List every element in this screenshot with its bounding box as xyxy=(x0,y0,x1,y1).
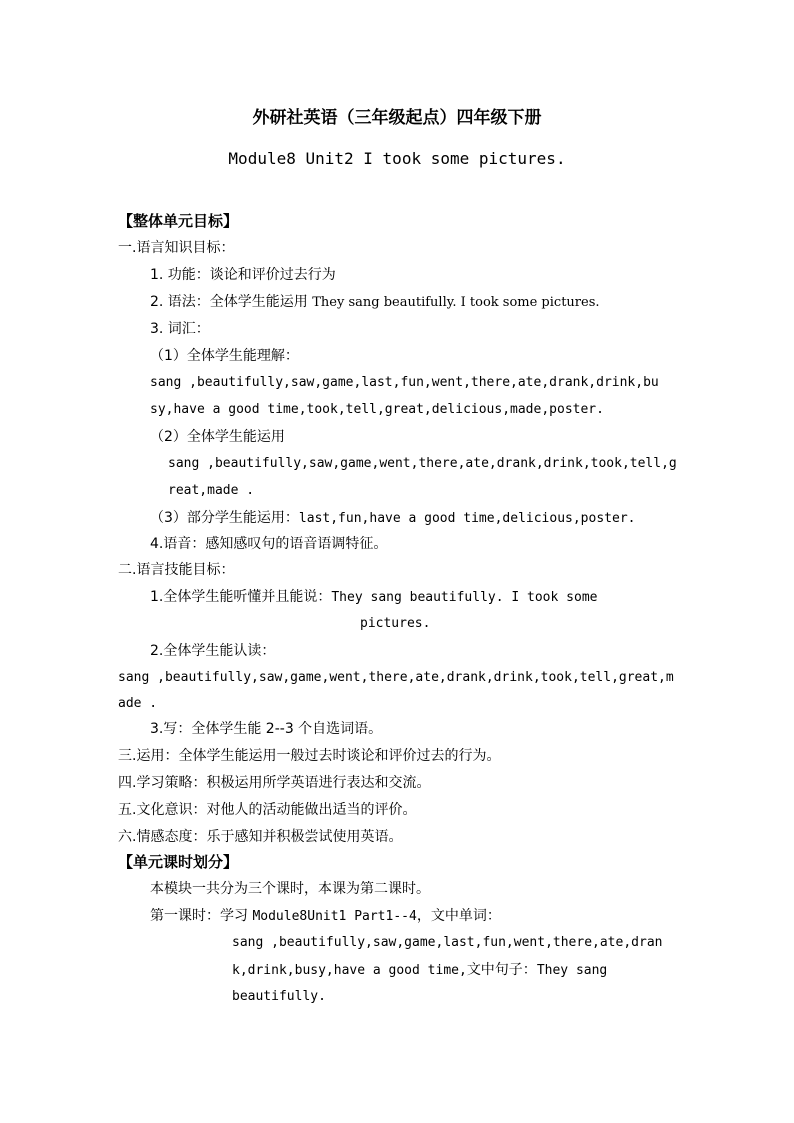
part1-item2-prefix: 2. 语法：全体学生能运用 xyxy=(150,294,308,310)
part1-sub3-prefix: （3）部分学生能运用： xyxy=(150,510,299,526)
part2-item2-words-line1: sang ,beautifully,saw,game,went,there,ate,drank,drink,took,tell,great,m xyxy=(118,670,674,685)
lesson1-words-line2-b: 文中句子： xyxy=(466,962,537,978)
part2-item1-english-line1: They sang beautifully. I took some xyxy=(331,590,598,605)
document-title: 外研社英语（三年级起点）四年级下册 xyxy=(252,108,542,128)
part5: 五.文化意识：对他人的活动能做出适当的评价。 xyxy=(118,802,417,818)
lesson1-words-line2-a: k,drink,busy,have a good time, xyxy=(232,963,467,978)
lesson1-suffix: ，文中单词： xyxy=(416,908,501,924)
lesson1-prefix: 第一课时：学习 xyxy=(150,908,248,924)
lesson1-line xyxy=(150,907,501,926)
part1-sub1: （1）全体学生能理解： xyxy=(150,348,299,364)
part1-sub2: （2）全体学生能运用 xyxy=(150,429,285,445)
part1-sub2-words-line2: reat,made . xyxy=(168,483,255,498)
part4: 四.学习策略：积极运用所学英语进行表达和交流。 xyxy=(118,775,431,791)
part1-sub1-words-line2: sy,have a good time,took,tell,great,delicious,made,poster. xyxy=(150,402,604,417)
lesson1-words-line2-c: They sang xyxy=(536,963,608,978)
part1-item4: 4.语音：感知感叹句的语音语调特征。 xyxy=(150,536,388,552)
part2-item2-words-line2: ade . xyxy=(118,696,158,711)
part2-item1-prefix: 1.全体学生能听懂并且能说： xyxy=(150,589,332,605)
part2-item1 xyxy=(150,588,597,607)
lesson1-words-line2 xyxy=(232,961,607,980)
part1-item3: 3. 词汇： xyxy=(150,321,210,337)
part1-sub3 xyxy=(150,509,635,528)
part1-item1: 1. 功能：谈论和评价过去行为 xyxy=(150,267,336,283)
lesson1-english: Module8Unit1 Part1--4 xyxy=(252,909,417,924)
part1-item2-english: They sang beautifully. I took some pictures. xyxy=(312,295,600,310)
lesson1-words-line3: beautifully. xyxy=(232,989,326,1004)
part1-sub2-words-line1: sang ,beautifully,saw,game,went,there,ate,drank,drink,took,tell,g xyxy=(168,456,677,471)
part2-label: 二.语言技能目标： xyxy=(118,562,235,578)
part1-item2 xyxy=(150,293,600,312)
part1-sub1-words-line1: sang ,beautifully,saw,game,last,fun,went,there,ate,drank,drink,bu xyxy=(150,375,659,390)
part1-label: 一.语言知识目标： xyxy=(118,240,235,256)
part2-item2: 2.全体学生能认读： xyxy=(150,643,276,659)
part3: 三.运用：全体学生能运用一般过去时谈论和评价过去的行为。 xyxy=(118,748,501,764)
lesson-intro: 本模块一共分为三个课时，本课为第二课时。 xyxy=(150,881,430,897)
part2-item1-english-line2: pictures. xyxy=(360,616,431,631)
document-subtitle: Module8 Unit2 I took some pictures. xyxy=(228,149,566,168)
section-heading-lesson-division: 【单元课时划分】 xyxy=(118,853,239,871)
part1-sub3-words: last,fun,have a good time,delicious,poster. xyxy=(298,511,636,526)
lesson1-words-line1: sang ,beautifully,saw,game,last,fun,went,there,ate,dran xyxy=(232,935,663,950)
part2-item3: 3.写：全体学生能 2--3 个自选词语。 xyxy=(150,721,383,737)
part6: 六.情感态度：乐于感知并积极尝试使用英语。 xyxy=(118,829,403,845)
section-heading-unit-goals: 【整体单元目标】 xyxy=(118,212,239,230)
